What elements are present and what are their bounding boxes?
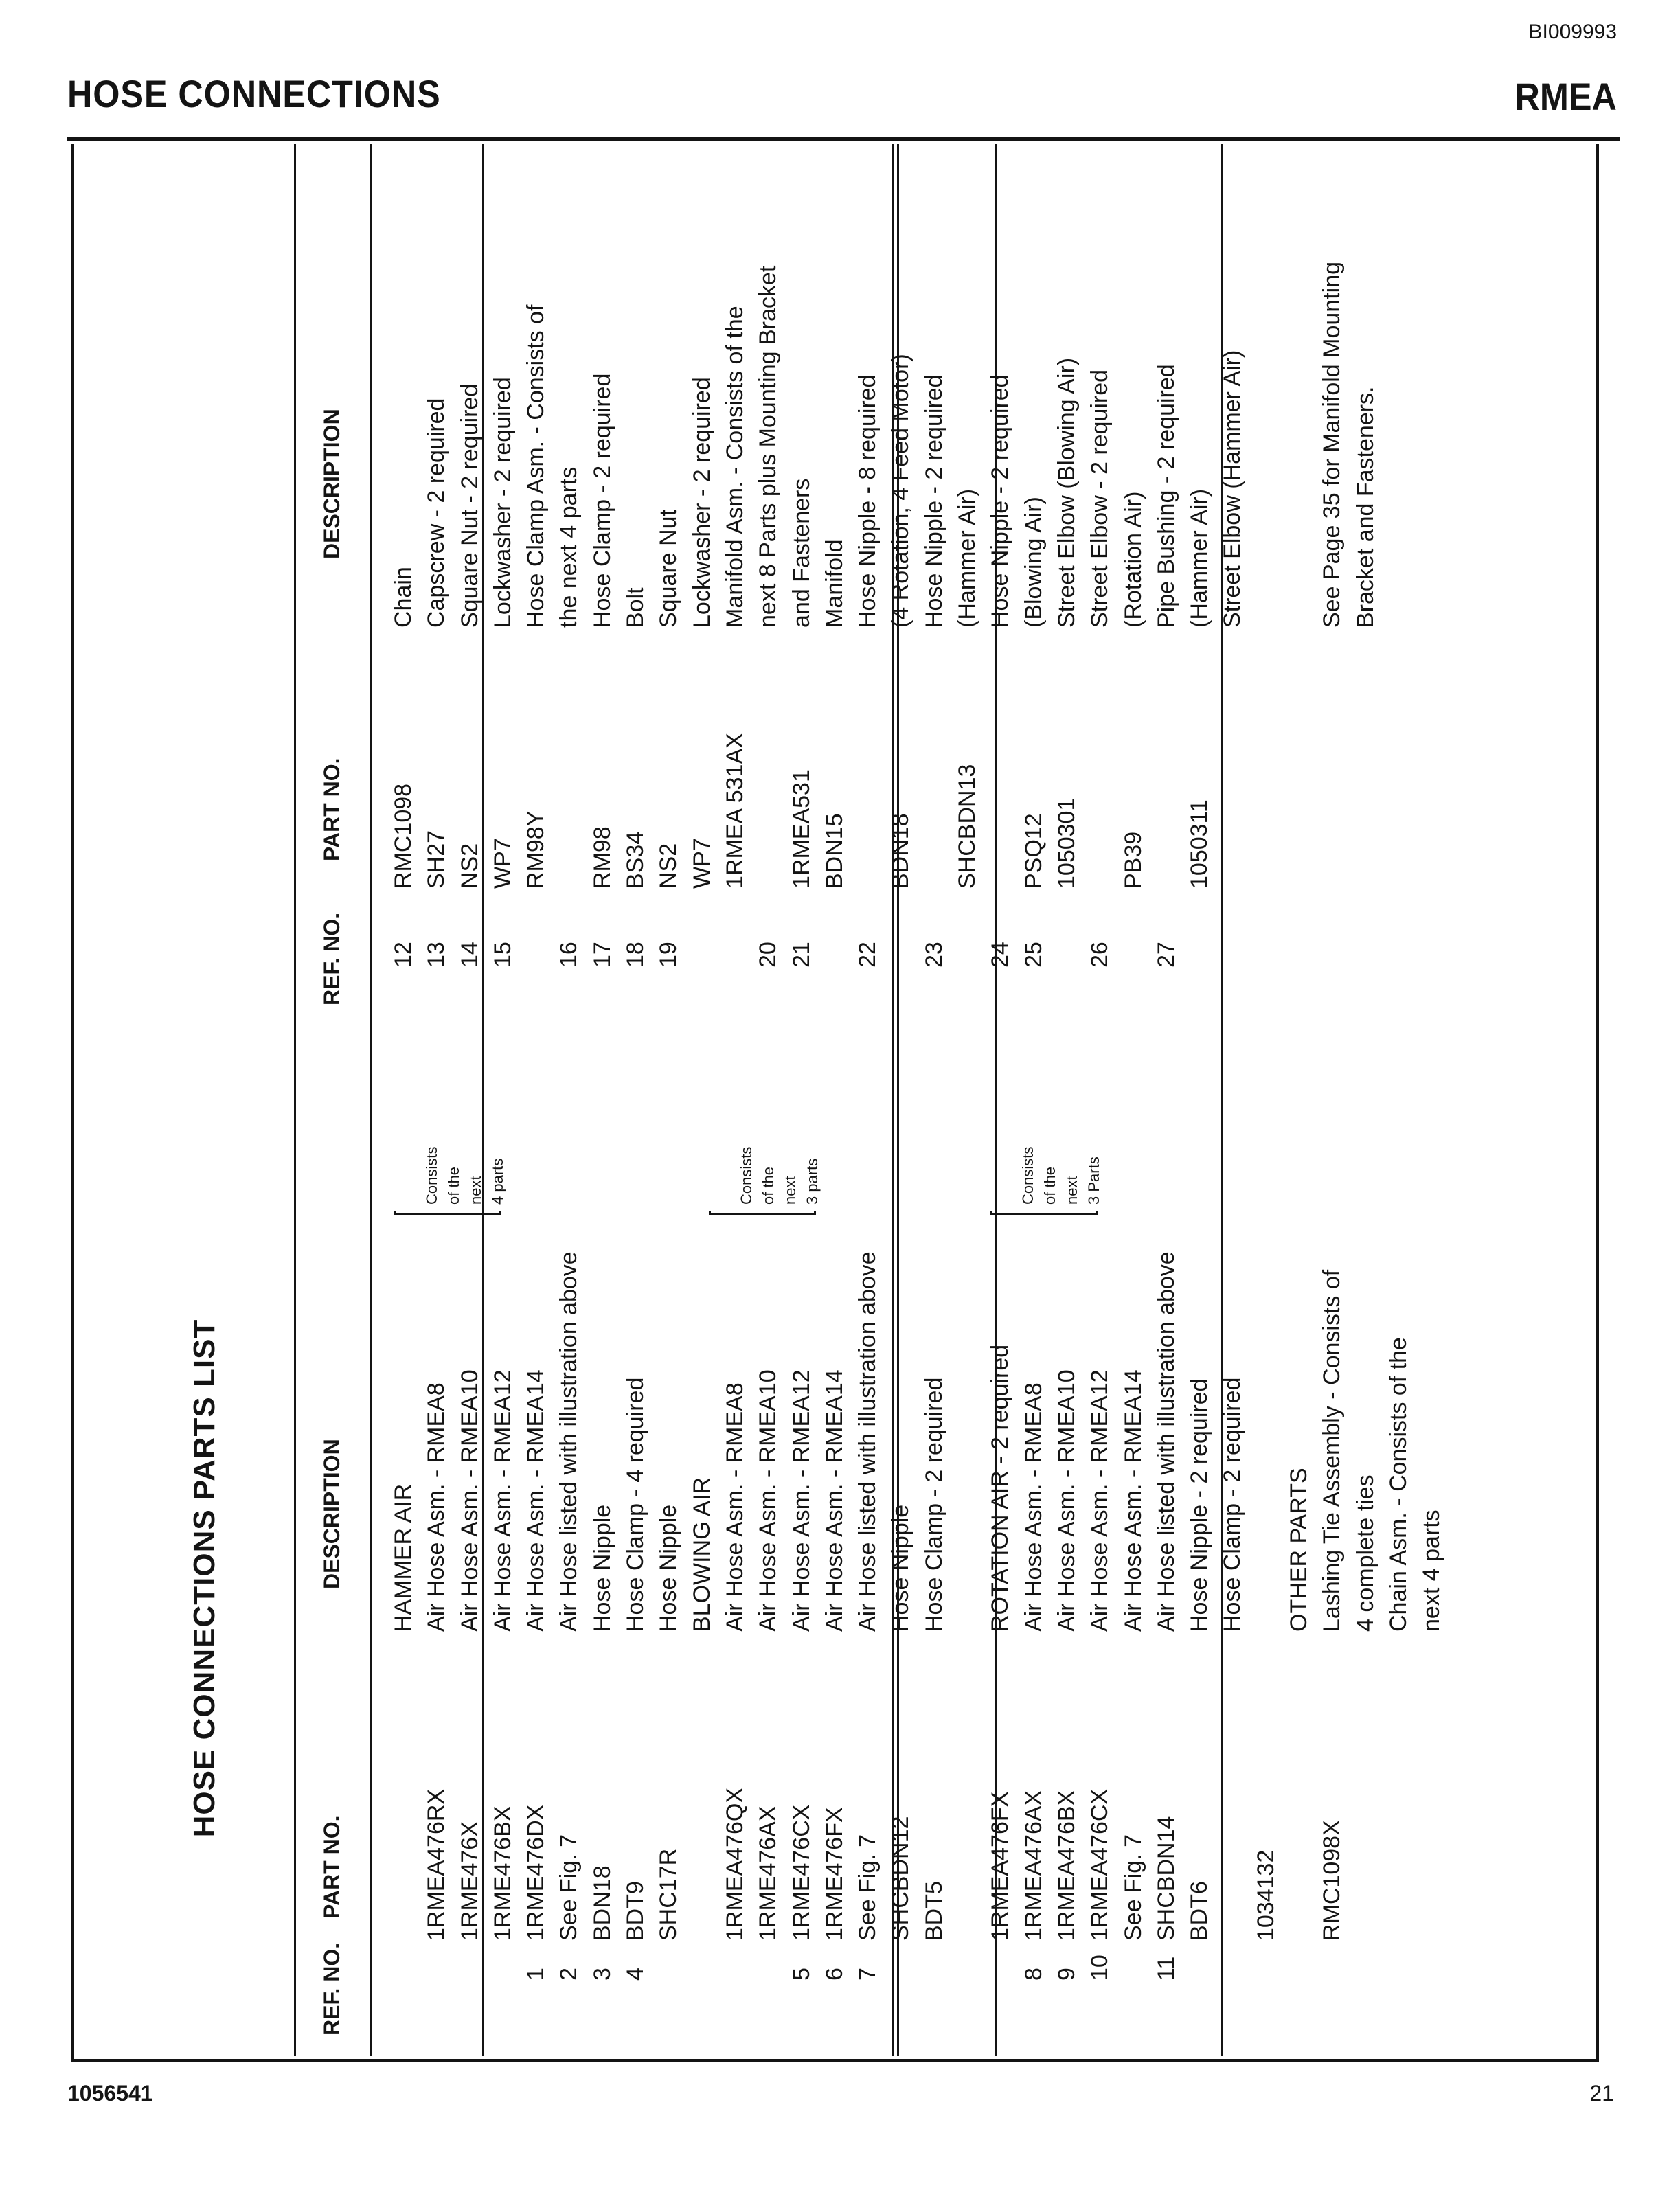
col-header-ref-left: REF. NO. bbox=[319, 1942, 344, 2036]
doc-id: BI009993 bbox=[1528, 21, 1617, 43]
right-ref-column: 12 13 14 15 16 17 18 19 20 21 22 23 24 25 26 27 bbox=[390, 942, 1179, 968]
brace-rotation-air-text: Consists of the next 3 Parts bbox=[1019, 1146, 1102, 1205]
col-header-part-left: PART NO. bbox=[319, 1815, 344, 1919]
left-description-column: HAMMER AIR Air Hose Asm. - RMEA8 Air Hose Asm. - RMEA10 Air Hose Asm. - RMEA12 Air Hose Asm. - RMEA14 Air Hose listed with illustration above Hose Nipple Hose Clamp - 4 required Hose Nipple BLOWING AIR Air Hose Asm. - RMEA8 Air Hose Asm. - RMEA10 Air Hose Asm. - RMEA12 Air Hose Asm. - RMEA14 Air Hose listed with illustration above Hose Nipple Hose Clamp - 2 required ROTATION AIR - 2 required Air Hose Asm. - RMEA8 Air Hose Asm. - RMEA10 Air Hose Asm. - RMEA12 Air Hose Asm. - RMEA14 Air Hose listed with illustration above Hose Nipple - 2 required Hose Clamp - 2 required OTHER PARTS Lashing Tie Assembly - Consists of 4 complete ties Chain Asm. - Consists of the next 4 parts bbox=[390, 1251, 1445, 1632]
brace-hammer-air bbox=[394, 1211, 501, 1215]
model-label: RMEA bbox=[1514, 75, 1617, 118]
brace-rotation-air bbox=[990, 1211, 1098, 1215]
right-part-column: RMC1098 SH27 NS2 WP7 RM98Y RM98 BS34 NS2 WP7 1RMEA 531AX 1RMEA531 BDN15 BDN18 SHCBDN13 PSQ12 1050301 PB39 1050311 bbox=[390, 733, 1213, 889]
brace-hammer-air-text: Consists of the next 4 parts bbox=[423, 1146, 506, 1205]
col-header-part-right: PART NO. bbox=[319, 757, 344, 861]
col-header-desc-left: DESCRIPTION bbox=[319, 1439, 344, 1589]
header-rule bbox=[370, 144, 372, 2056]
left-part-column: 1RMEA476RX 1RME476X 1RME476BX 1RME476DX See Fig. 7 BDN18 BDT9 SHC17R 1RMEA476QX 1RME476AX 1RME476CX 1RME476FX See Fig. 7 SHCBDN12 BDT5 1RMEA476FX 1RMEA476AX 1RMEA476BX 1RMEA476CX See Fig. 7 SHCBDN14 BDT6 1034132 RMC1098X bbox=[423, 1788, 1346, 1941]
title-rule bbox=[67, 137, 1620, 141]
sheet-title: HOSE CONNECTIONS PARTS LIST bbox=[188, 1319, 221, 1838]
brace-blowing-air-text: Consists of the next 3 parts bbox=[738, 1146, 821, 1205]
page-number: 21 bbox=[1589, 2081, 1614, 2106]
footer-doc-number: 1056541 bbox=[67, 2081, 153, 2106]
rotated-parts-list bbox=[74, 144, 1593, 2056]
left-ref-column: 1 2 3 4 5 6 7 8 9 10 11 bbox=[523, 1955, 1179, 1981]
brace-blowing-air bbox=[709, 1211, 816, 1215]
right-description-column: Chain Capscrew - 2 required Square Nut - 2 required Lockwasher - 2 required Hose Clamp Asm. - Consists of the next 4 parts Hose Clamp - 2 required Bolt Square Nut Lockwasher - 2 required Manifold Asm. - Consists of the next 8 Parts plus Mounting Bracket and Fasteners Manifold Hose Nipple - 8 required (4 Rotation, 4 Feed Motor) Hose Nipple - 2 required (Hammer Air) Hose Nipple - 2 required (Blowing Air) Street Elbow (Blowing Air) Street Elbow - 2 required (Rotation Air) Pipe Bushing - 2 required (Hammer Air) Street Elbow (Hammer Air) See Page 35 for Manifold Mounting Bracket and Fasteners. bbox=[390, 261, 1378, 628]
col-header-ref-right: REF. NO. bbox=[319, 912, 344, 1005]
col-header-desc-right: DESCRIPTION bbox=[319, 409, 344, 559]
column-rule bbox=[294, 144, 296, 2056]
page-title: HOSE CONNECTIONS bbox=[67, 72, 441, 115]
